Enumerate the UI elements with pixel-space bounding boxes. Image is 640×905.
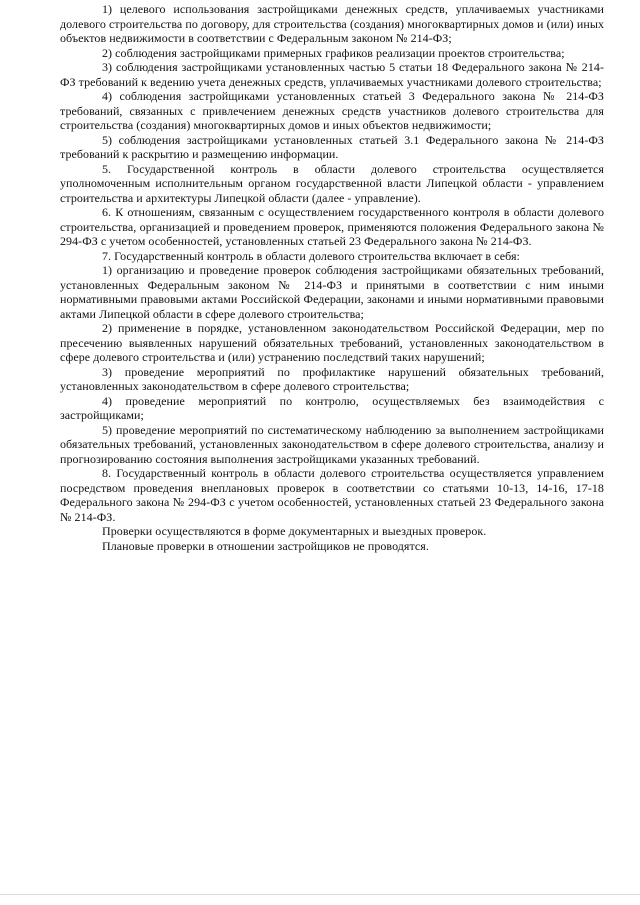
paragraph-8: 7. Государственный контроль в области долевого строительства включает в себя: — [102, 248, 520, 263]
paragraph-12: 4) проведение мероприятий по контролю, осуществляемых без взаимодействия с застройщиками; — [60, 393, 604, 422]
paragraph-9: 1) организацию и проведение проверок соблюдения застройщиками обязательных требований, установленных Федеральным законом № 214-ФЗ и принятыми в соответствии с ним иными нормативными правовыми актами Российской Федерации, законами и иными нормативными правовыми актами Липецкой области в сфере долевого строительства; — [60, 263, 604, 321]
paragraph-11: 3) проведение мероприятий по профилактике нарушений обязательных требований, установленных законодательством в сфере долевого строительства; — [60, 364, 604, 393]
paragraph-5: 5) соблюдения застройщиками установленных статьей 3.1 Федерального закона № 214-ФЗ требований к раскрытию и размещению информации. — [60, 132, 604, 161]
paragraph-4: 4) соблюдения застройщиками установленных статьей 3 Федерального закона № 214-ФЗ требований, связанных с привлечением денежных средств участников долевого строительства для строительства (создания) многоквартирных домов и иных объектов недвижимости; — [60, 89, 604, 132]
paragraph-15: Проверки осуществляются в форме документарных и выездных проверок. — [102, 524, 487, 538]
page-edge-divider — [0, 894, 640, 895]
paragraph-1: 1) целевого использования застройщиками денежных средств, уплачиваемых участниками долевого строительства по договору, для строительства (создания) многоквартирных домов и (или) иных объектов недвижимости в соответствии с Федеральным законом № 214-ФЗ; — [60, 2, 604, 45]
paragraph-16: Плановые проверки в отношении застройщиков не проводятся. — [102, 538, 429, 553]
paragraph-3: 3) соблюдения застройщиками установленных частью 5 статьи 18 Федерального закона № 214-ФЗ требований к ведению учета денежных средств, уплачиваемых участниками долевого строительства; — [60, 60, 604, 89]
paragraph-2: 2) соблюдения застройщиками примерных графиков реализации проектов строительства; — [102, 45, 565, 60]
paragraph-10: 2) применение в порядке, установленном законодательством Российской Федерации, мер по пресечению выявленных нарушений обязательных требований, установленных законодательством в сфере долевого строительства и (или) устранению последствий таких нарушений; — [60, 321, 604, 364]
paragraph-6: 5. Государственной контроль в области долевого строительства осуществляется уполномоченным исполнительным органом государственной власти Липецкой области - управлением строительства и архитектуры Липецкой области (далее - управление). — [60, 161, 604, 205]
paragraph-7: 6. К отношениям, связанным с осуществлением государственного контроля в области долевого строительства, организацией и проведением проверок, применяются положения Федерального закона № 294-ФЗ с учетом особенностей, установленных статьей 23 Федерального закона № 214-ФЗ. — [60, 205, 604, 248]
paragraph-13: 5) проведение мероприятий по систематическому наблюдению за выполнением застройщиками обязательных требований, установленных законодательством в сфере долевого строительства, анализу и прогнозированию состояния выполнения застройщиками указанных требований. — [60, 422, 604, 466]
paragraph-14: 8. Государственный контроль в области долевого строительства осуществляется управлением посредством проведения внеплановых проверок в соответствии со статьями 10-13, 14-16, 17-18 Федерального закона № 294-ФЗ с учетом особенностей, установленных статьей 23 Федерального закона № 214-ФЗ. — [60, 466, 604, 524]
